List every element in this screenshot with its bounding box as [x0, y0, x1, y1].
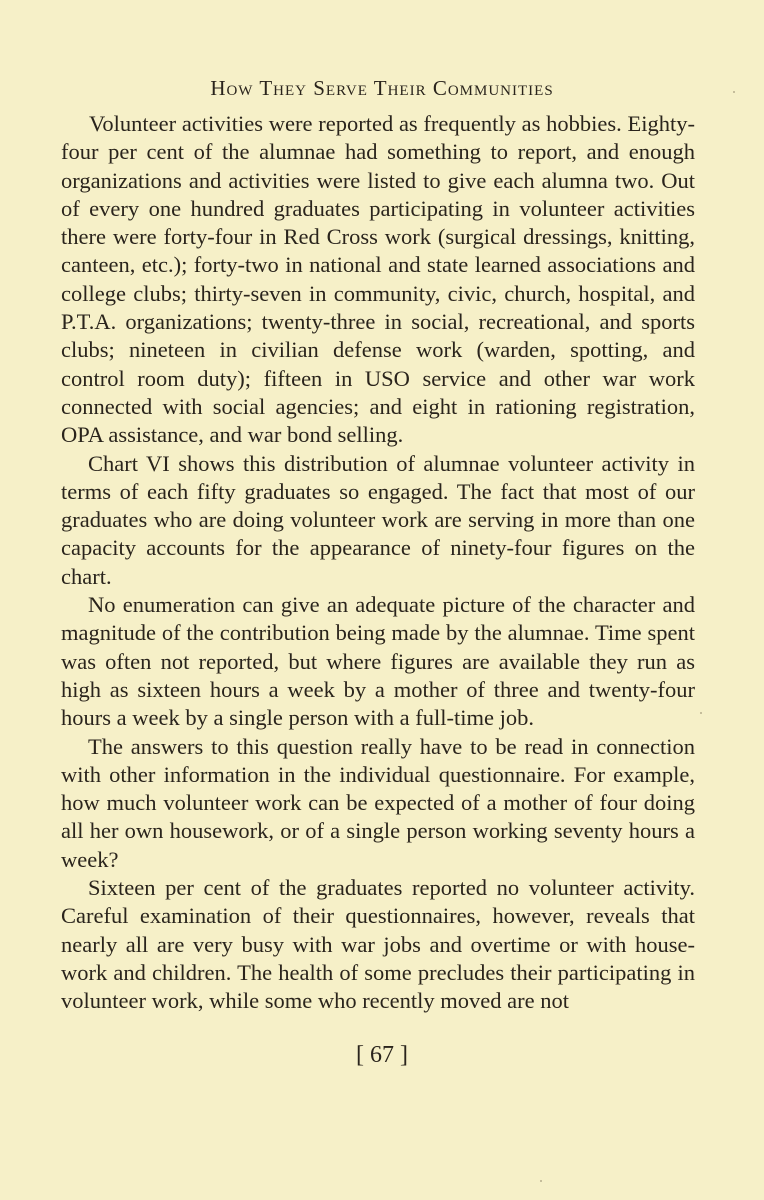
- paragraph-answers: The answers to this question really have to be read in connection with other information in the individual questionnaire. For example, how much volunteer work can be expected of a mother of four doing all her own housework, or of a single person working seventy hours a week?: [61, 733, 695, 872]
- paragraph-sixteen-per-cent: Sixteen per cent of the graduates reported no volunteer activity. Careful examination of their questionnaires, however, reveals that nearly all are very busy with war jobs and overtime or with housework and children. The health of some precludes their participating in volunteer work, while some who recently moved are not: [61, 875, 695, 1014]
- paper-speck: [733, 91, 735, 93]
- paragraph-volunteer-activities: Volunteer activities were reported as frequently as hobbies. Eighty-four per cent of the alumnae had something to report, and enough organizations and activities were listed to give each alumna two. Out of every one hundred graduates participating in volunteer activities there were forty-four in Red Cross work (surgical dressings, knitting, canteen, etc.); forty-two in national and state learned associations and college clubs; thirty-seven in community, civic, church, hospital, and P.T.A. organizations; twenty-three in social, recreational, and sports clubs; nineteen in civilian defense work (warden, spotting, and control room duty); fifteen in USO service and other war work connected with social agencies; and eight in rationing registration, OPA assistance, and war bond selling.: [61, 111, 695, 448]
- paragraph-chart-vi: Chart VI shows this distribution of alumnae volunteer activity in terms of each fifty graduates so engaged. The fact that most of our graduates who are doing volunteer work are serving in more than one capacity accounts for the appearance of ninety-four figures on the chart.: [61, 450, 695, 589]
- running-head: How They Serve Their Communities: [210, 76, 554, 100]
- body-text: [61, 110, 695, 1016]
- page-number: [ 67 ]: [356, 1042, 408, 1068]
- paper-speck: [700, 712, 702, 714]
- paper-speck: [540, 1180, 542, 1182]
- paragraph-enumeration: No enumeration can give an adequate picture of the character and magnitude of the contribution being made by the alumnae. Time spent was often not reported, but where figures are available they run as high as sixteen hours a week by a mother of three and twenty-four hours a week by a single person with a full-time job.: [61, 592, 695, 731]
